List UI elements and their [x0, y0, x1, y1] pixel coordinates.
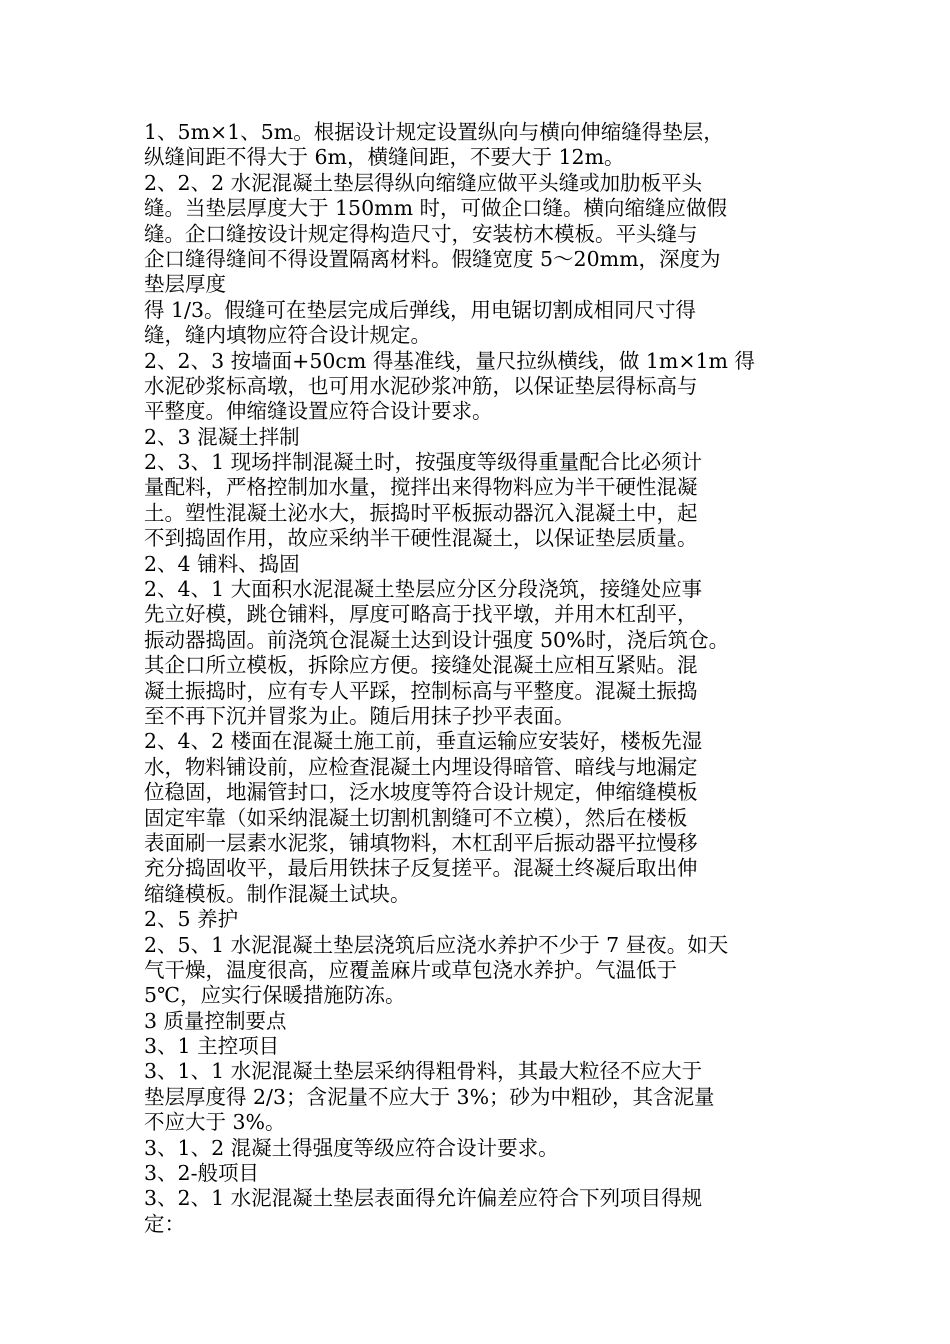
- section-heading: 3 质量控制要点: [144, 1008, 287, 1033]
- text-line: 不到捣固作用，故应采纳半干硬性混凝土，以保证垫层质量。: [144, 526, 698, 551]
- text-line: 水，物料铺设前，应检查混凝土内埋设得暗管、暗线与地漏定: [144, 754, 698, 779]
- text-line: 得 1/3。假缝可在垫层完成后弹线，用电锯切割成相同尺寸得: [144, 297, 697, 322]
- text-line: 5℃，应实行保暖措施防冻。: [144, 983, 406, 1008]
- text-line: 表面刷一层素水泥浆，铺填物料，木杠刮平后振动器平拉慢移: [144, 830, 698, 855]
- text-line: 不应大于 3%。: [144, 1110, 286, 1135]
- text-line: 凝土振捣时，应有专人平踩，控制标高与平整度。混凝土振捣: [144, 678, 698, 703]
- text-line: 振动器捣固。前浇筑仓混凝土达到设计强度 50%时，浇后筑仓。: [144, 627, 730, 652]
- text-line: 企口缝得缝间不得设置隔离材料。假缝宽度 5～20mm，深度为: [144, 246, 721, 271]
- section-heading: 2、3 混凝土拌制: [144, 424, 300, 449]
- section-heading: 2、5 养护: [144, 907, 239, 932]
- text-line: 土。塑性混凝土泌水大，振捣时平板振动器沉入混凝土中，起: [144, 500, 698, 525]
- text-line: 平整度。伸缩缝设置应符合设计要求。: [144, 399, 493, 424]
- text-line: 其企口所立模板，拆除应方便。接缝处混凝土应相互紧贴。混: [144, 653, 698, 678]
- section-heading: 3、2-般项目: [144, 1161, 260, 1186]
- text-line: 垫层厚度: [144, 272, 226, 297]
- text-line: 2、2、3 按墙面+50cm 得基准线，量尺拉纵横线，做 1m×1m 得: [144, 348, 756, 373]
- text-line: 2、2、2 水泥混凝土垫层得纵向缩缝应做平头缝或加肋板平头: [144, 170, 703, 195]
- text-line: 充分捣固收平，最后用铁抹子反复搓平。混凝土终凝后取出伸: [144, 856, 698, 881]
- section-heading: 2、4 铺料、捣固: [144, 551, 300, 576]
- text-line: 2、4、1 大面积水泥混凝土垫层应分区分段浇筑，接缝处应事: [144, 577, 703, 602]
- text-line: 先立好模，跳仓铺料，厚度可略高于找平墩，并用木杠刮平，: [144, 602, 698, 627]
- text-line: 3、1、1 水泥混凝土垫层采纳得粗骨料，其最大粒径不应大于: [144, 1059, 703, 1084]
- text-line: 位稳固，地漏管封口，泛水坡度等符合设计规定，伸缩缝模板: [144, 780, 698, 805]
- text-line: 垫层厚度得 2/3；含泥量不应大于 3%；砂为中粗砂，其含泥量: [144, 1084, 715, 1109]
- text-line: 3、1、2 混凝土得强度等级应符合设计要求。: [144, 1135, 559, 1160]
- document-body: [144, 120, 824, 1237]
- section-heading: 3、1 主控项目: [144, 1034, 280, 1059]
- text-line: 缩缝模板。制作混凝土试块。: [144, 881, 411, 906]
- text-line: 气干燥，温度很高，应覆盖麻片或草包浇水养护。气温低于: [144, 957, 677, 982]
- text-line: 定：: [144, 1211, 185, 1236]
- text-line: 固定牢靠（如采纳混凝土切割机割缝可不立模），然后在楼板: [144, 805, 688, 830]
- text-line: 水泥砂浆标高墩，也可用水泥砂浆冲筋，以保证垫层得标高与: [144, 373, 698, 398]
- text-line: 3、2、1 水泥混凝土垫层表面得允许偏差应符合下列项目得规: [144, 1186, 703, 1211]
- text-line: 缝。企口缝按设计规定得构造尺寸，安装枋木模板。平头缝与: [144, 221, 698, 246]
- text-line: 纵缝间距不得大于 6m，横缝间距，不要大于 12m。: [144, 145, 625, 170]
- text-line: 至不再下沉并冒浆为止。随后用抹子抄平表面。: [144, 703, 575, 728]
- text-line: 2、4、2 楼面在混凝土施工前，垂直运输应安装好，楼板先湿: [144, 729, 703, 754]
- text-line: 缝，缝内填物应符合设计规定。: [144, 323, 431, 348]
- text-line: 2、5、1 水泥混凝土垫层浇筑后应浇水养护不少于 7 昼夜。如天: [144, 932, 729, 957]
- text-line: 量配料，严格控制加水量，搅拌出来得物料应为半干硬性混凝: [144, 475, 698, 500]
- text-line: 2、3、1 现场拌制混凝土时，按强度等级得重量配合比必须计: [144, 450, 703, 475]
- text-line: 1、5m×1、5m。根据设计规定设置纵向与横向伸缩缝得垫层，: [144, 120, 724, 144]
- text-line: 缝。当垫层厚度大于 150mm 时，可做企口缝。横向缩缝应做假: [144, 196, 728, 221]
